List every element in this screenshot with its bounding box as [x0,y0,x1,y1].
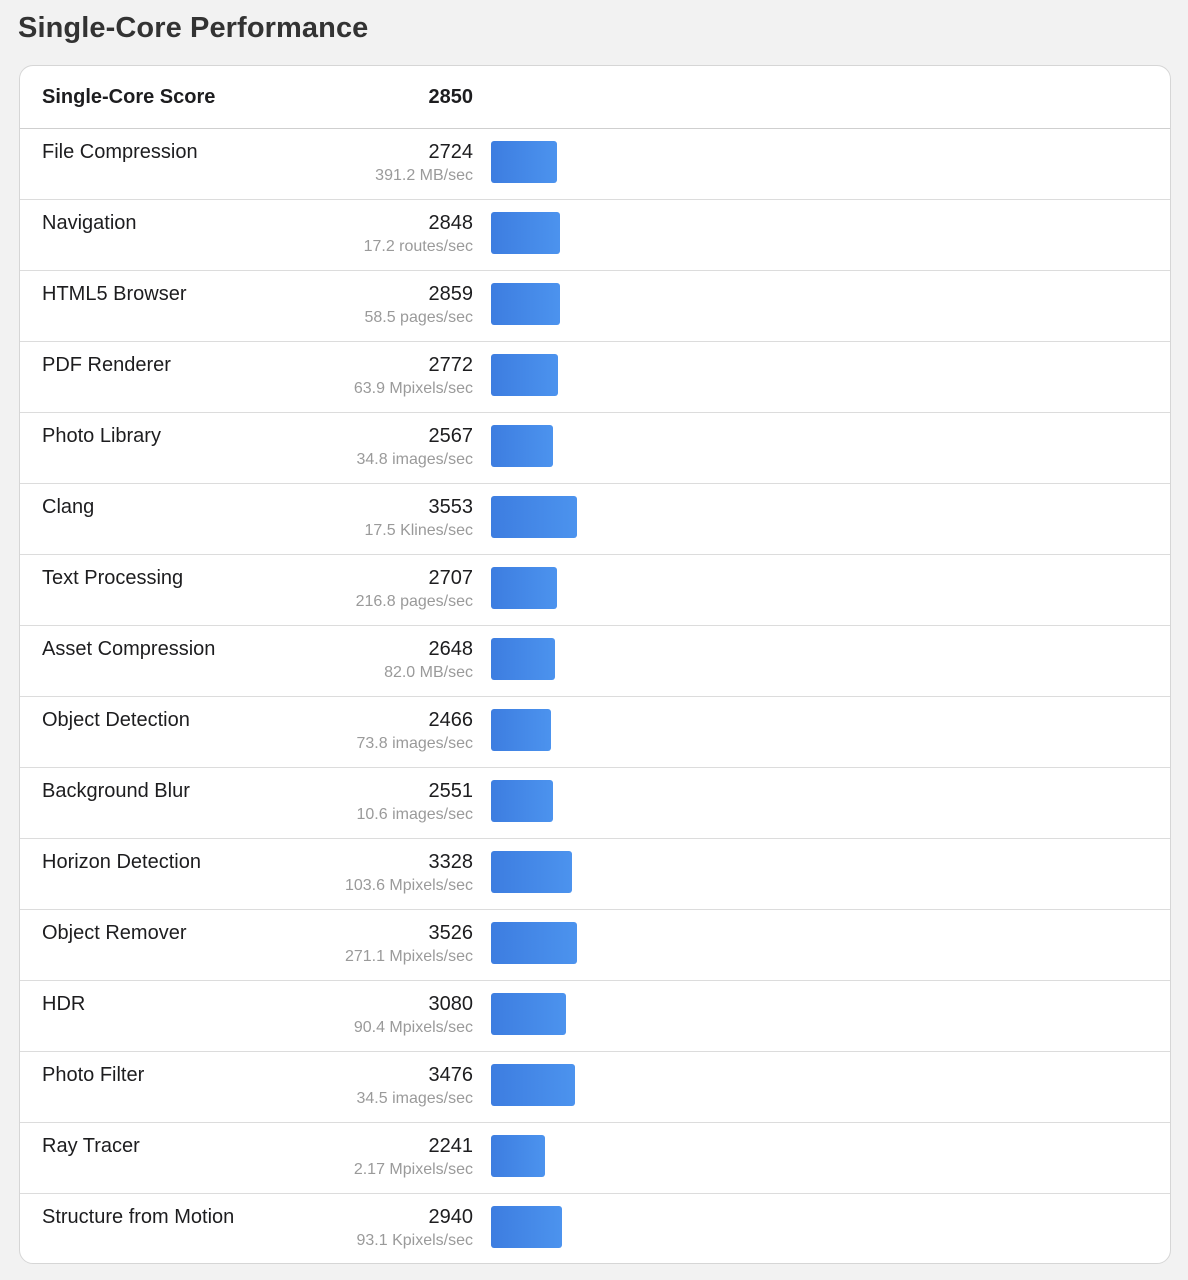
benchmark-name: Photo Filter [42,1064,145,1086]
benchmark-name: Photo Library [42,425,161,447]
benchmark-score: 2567 [428,425,473,447]
benchmark-rate: 17.2 routes/sec [363,238,473,255]
benchmark-score: 2940 [428,1206,473,1228]
single-core-score-row [20,66,1170,129]
benchmark-name: Structure from Motion [42,1206,235,1228]
benchmark-bar [491,993,566,1035]
benchmark-row [20,1123,1170,1194]
benchmark-row [20,1194,1170,1264]
benchmark-name: Text Processing [42,567,184,589]
benchmark-bar [491,212,560,254]
benchmark-score: 3080 [428,993,473,1015]
benchmark-rate: 17.5 Klines/sec [364,522,473,539]
benchmark-name: HDR [42,993,86,1015]
benchmark-score: 2724 [428,141,473,163]
benchmark-score: 3553 [428,496,473,518]
benchmark-score: 2859 [428,283,473,305]
benchmark-panel [19,65,1171,1264]
benchmark-name: Navigation [42,212,137,234]
benchmark-name: Ray Tracer [42,1135,140,1157]
benchmark-row [20,200,1170,271]
benchmark-row [20,271,1170,342]
benchmark-name: PDF Renderer [42,354,171,376]
benchmark-rate: 34.5 images/sec [356,1090,473,1107]
benchmark-score: 2551 [428,780,473,802]
benchmark-row [20,910,1170,981]
benchmark-rate: 90.4 Mpixels/sec [353,1019,473,1036]
benchmark-bar [491,638,555,680]
benchmark-score: 3526 [428,922,473,944]
page-title: Single-Core Performance [18,12,369,44]
benchmark-name: HTML5 Browser [42,283,187,305]
benchmark-bar [491,425,553,467]
benchmark-score: 2648 [428,638,473,660]
benchmark-rate: 391.2 MB/sec [375,167,473,184]
benchmark-bar [491,496,577,538]
benchmark-row [20,1052,1170,1123]
benchmark-name: Object Remover [42,922,187,944]
benchmark-rate: 63.9 Mpixels/sec [353,380,473,397]
benchmark-score: 3476 [428,1064,473,1086]
benchmark-bar [491,709,551,751]
benchmark-bar [491,1135,545,1177]
benchmark-name: Asset Compression [42,638,216,660]
benchmark-rate: 73.8 images/sec [356,735,473,752]
benchmark-score: 2707 [428,567,473,589]
benchmark-row [20,981,1170,1052]
benchmark-score: 2848 [428,212,473,234]
benchmark-bar [491,780,553,822]
benchmark-bar [491,283,560,325]
benchmark-score: 2466 [428,709,473,731]
benchmark-row [20,768,1170,839]
benchmark-row [20,626,1170,697]
benchmark-score: 2772 [428,354,473,376]
benchmark-row [20,697,1170,768]
benchmark-bar [491,922,577,964]
benchmark-name: Clang [42,496,95,518]
benchmark-row [20,555,1170,626]
single-core-score-label: Single-Core Score [42,86,216,108]
benchmark-rate: 216.8 pages/sec [355,593,473,610]
benchmark-row [20,839,1170,910]
benchmark-row [20,413,1170,484]
benchmark-name: Background Blur [42,780,190,802]
benchmark-bar [491,1064,575,1106]
benchmark-bar [491,851,572,893]
benchmark-rate: 2.17 Mpixels/sec [353,1161,473,1178]
benchmark-score: 2241 [428,1135,473,1157]
benchmark-bar [491,1206,562,1248]
benchmark-rate: 103.6 Mpixels/sec [344,877,473,894]
benchmark-list [20,129,1170,1264]
single-core-score-value: 2850 [428,86,473,108]
benchmark-rate: 58.5 pages/sec [364,309,473,326]
benchmark-rate: 82.0 MB/sec [384,664,473,681]
benchmark-rate: 93.1 Kpixels/sec [356,1232,473,1249]
benchmark-rate: 10.6 images/sec [356,806,473,823]
benchmark-row [20,129,1170,200]
benchmark-name: File Compression [42,141,198,163]
benchmark-rate: 34.8 images/sec [356,451,473,468]
benchmark-bar [491,567,557,609]
benchmark-row [20,484,1170,555]
benchmark-rate: 271.1 Mpixels/sec [344,948,473,965]
benchmark-name: Horizon Detection [42,851,201,873]
benchmark-bar [491,141,557,183]
benchmark-bar [491,354,558,396]
benchmark-name: Object Detection [42,709,190,731]
benchmark-row [20,342,1170,413]
benchmark-score: 3328 [428,851,473,873]
